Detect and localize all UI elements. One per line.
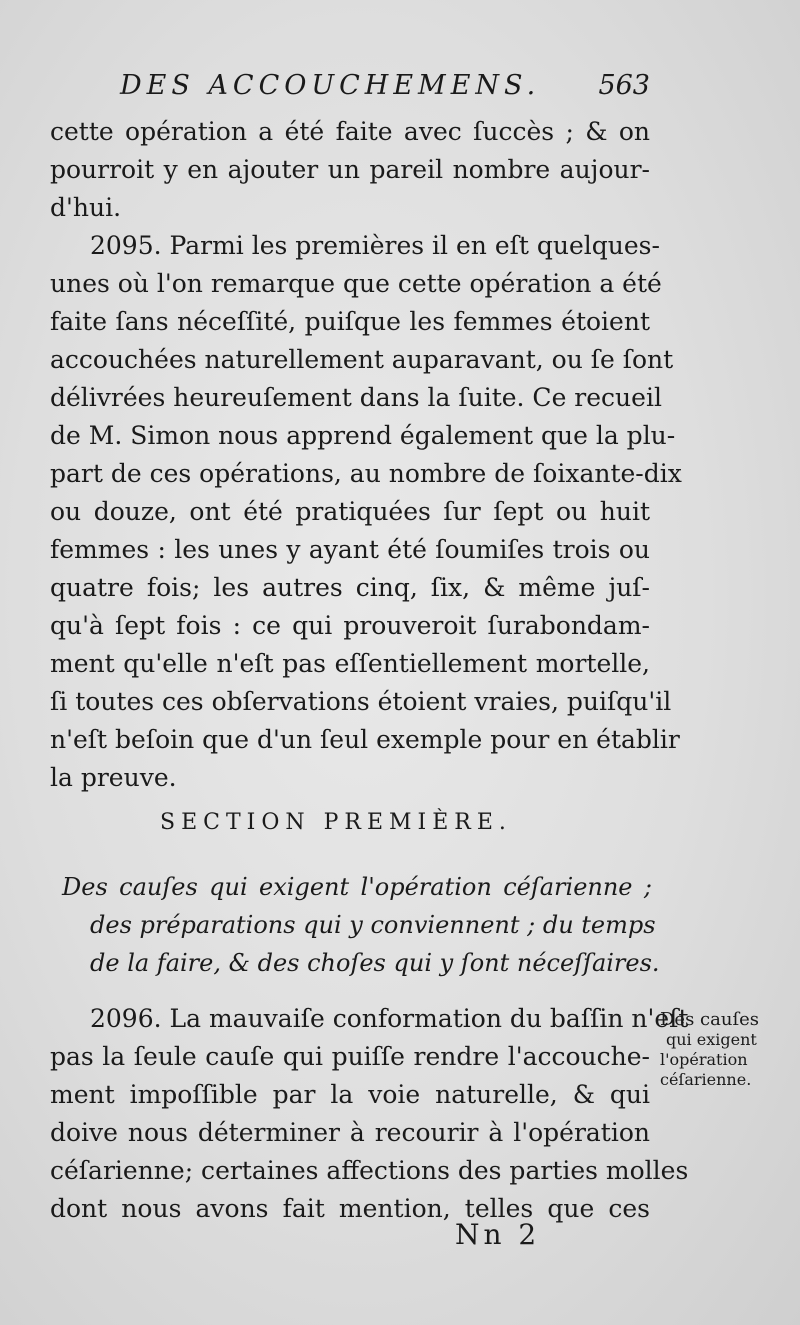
text-line: la preuve. — [50, 763, 177, 792]
margin-note-line: qui exigent — [666, 1030, 757, 1049]
running-title: DES ACCOUCHEMENS. — [120, 70, 541, 101]
section-heading: SECTION PREMIÈRE. — [160, 810, 512, 835]
text-line: 2095. Parmi les premières il en eſt quelques- — [90, 231, 660, 260]
section-subtitle-line: Des cauſes qui exigent l'opération céſarienne ; — [62, 873, 652, 901]
section-subtitle-line: de la faire, & des choſes qui y ſont néceſſaires. — [90, 949, 660, 977]
signature-mark: Nn 2 — [455, 1218, 541, 1251]
text-line: ou douze, ont été pratiquées ſur ſept ou huit — [50, 497, 650, 526]
text-line: accouchées naturellement auparavant, ou ſe ſont — [50, 345, 674, 374]
margin-note-line: Des cauſes — [660, 1009, 759, 1030]
text-line: doive nous déterminer à recourir à l'opération — [50, 1118, 650, 1147]
text-line: faite ſans néceſſité, puiſque les femmes étoient — [50, 307, 650, 336]
text-line: ment impoſſible par la voie naturelle, & qui — [50, 1080, 650, 1109]
text-line: pas la ſeule cauſe qui puiſſe rendre l'accouche- — [50, 1042, 650, 1071]
text-line: délivrées heureuſement dans la ſuite. Ce recueil — [50, 383, 662, 412]
text-line: céſarienne; certaines affections des parties molles — [50, 1156, 689, 1185]
margin-note-line: l'opération — [660, 1050, 748, 1069]
text-line: cette opération a été faite avec ſuccès ; & on — [50, 117, 650, 146]
text-line: d'hui. — [50, 193, 122, 222]
page-number: 563 — [598, 70, 650, 101]
text-line: qu'à ſept fois : ce qui prouveroit ſurabondam- — [50, 611, 650, 640]
text-line: de M. Simon nous apprend également que la plu- — [50, 421, 676, 450]
running-head — [120, 70, 650, 110]
margin-note-line: céſarienne. — [660, 1070, 752, 1089]
text-line: femmes : les unes y ayant été ſoumiſes trois ou — [50, 535, 650, 564]
text-line: pourroit y en ajouter un pareil nombre aujour- — [50, 155, 650, 184]
text-line: n'eſt beſoin que d'un ſeul exemple pour en établir — [50, 725, 680, 754]
section-subtitle-line: des préparations qui y conviennent ; du temps — [90, 911, 656, 939]
text-line: dont nous avons fait mention, telles que ces — [50, 1194, 650, 1223]
text-line: part de ces opérations, au nombre de ſoixante-dix — [50, 459, 682, 488]
text-line: 2096. La mauvaiſe conformation du baſſin n'eſt — [90, 1004, 689, 1033]
text-line: unes où l'on remarque que cette opération a été — [50, 269, 662, 298]
text-line: ſi toutes ces obſervations étoient vraies, puiſqu'il — [50, 687, 672, 716]
text-line: quatre fois; les autres cinq, ſix, & même juſ- — [50, 573, 650, 602]
text-line: ment qu'elle n'eſt pas eſſentiellement mortelle, — [50, 649, 650, 678]
